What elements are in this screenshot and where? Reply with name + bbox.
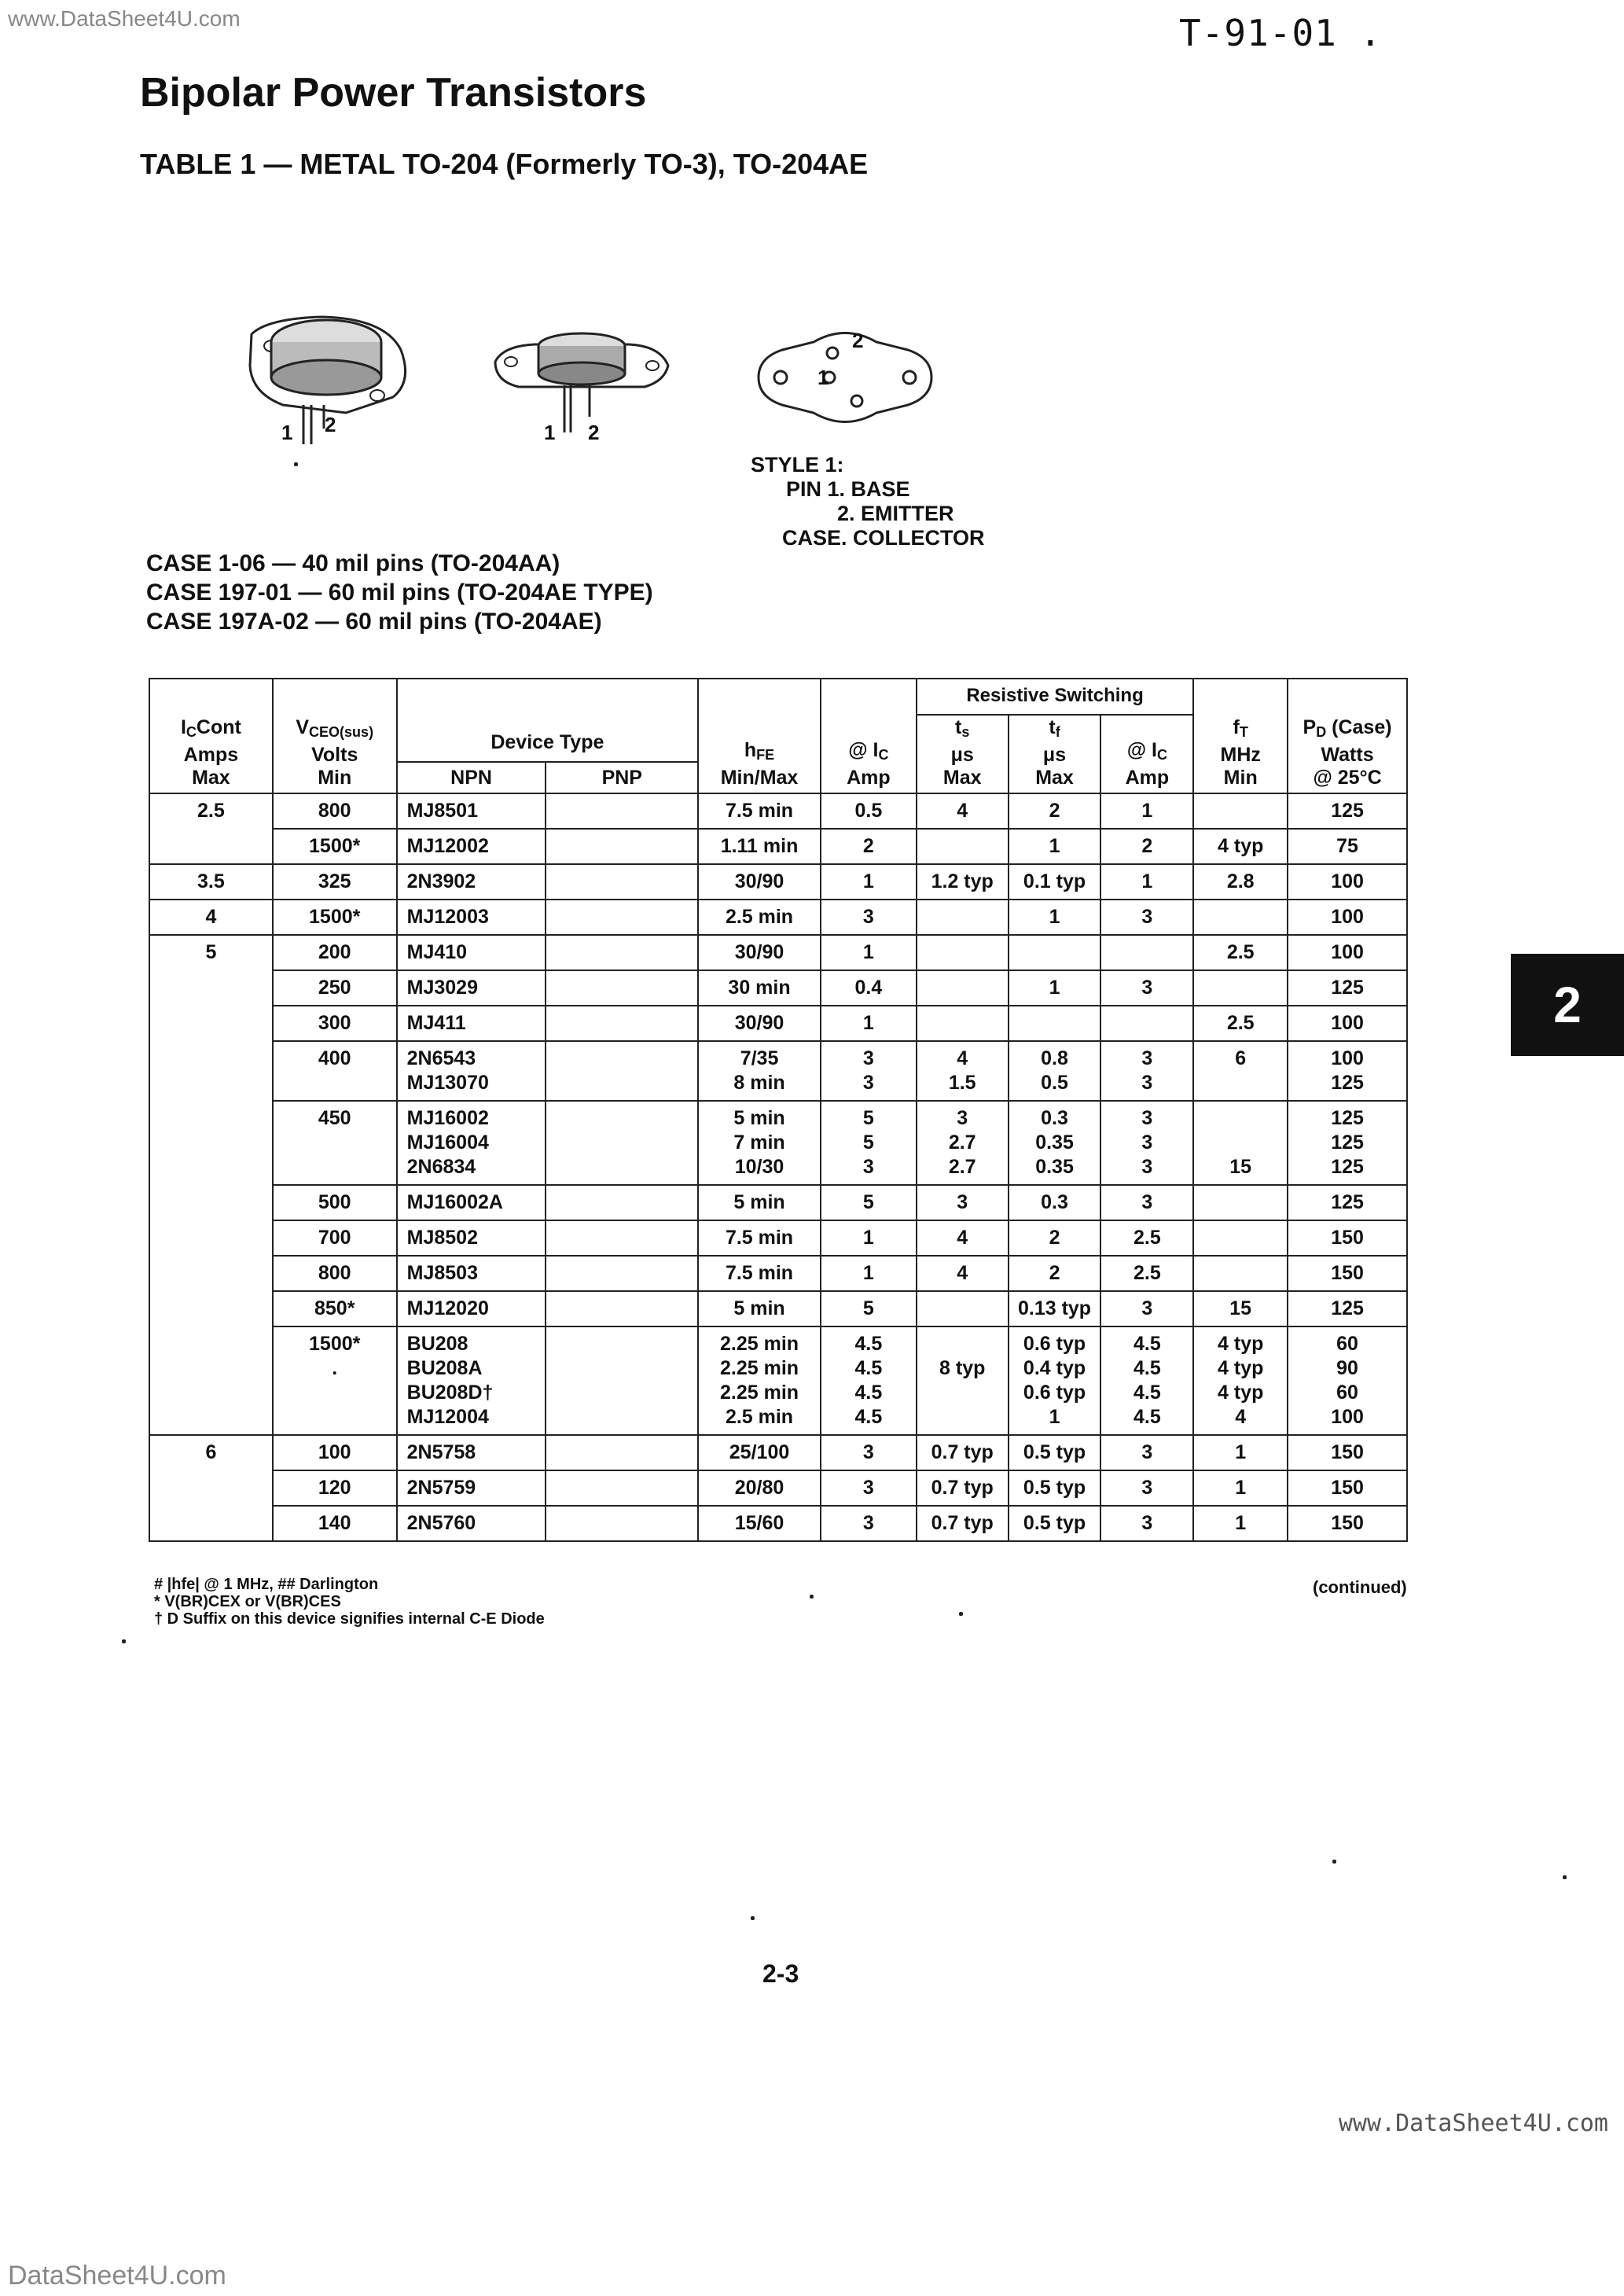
cell-aic: 5 [821,1291,917,1326]
style-pin1: PIN 1. BASE [786,477,910,501]
cell-pnp [546,1326,698,1435]
pinout-diagram [751,315,939,440]
continued-label: (continued) [1313,1577,1407,1597]
cell-tf: 0.5 typ [1009,1506,1101,1541]
header-resistive-switching: Resistive Switching [917,679,1194,715]
cell-ts: 0.7 typ [917,1506,1009,1541]
page-title: Bipolar Power Transistors [140,70,647,116]
cell-v: 120 [273,1470,397,1506]
table-row [149,1041,1407,1101]
table-row [149,1506,1407,1541]
cell-pd: 125 [1288,793,1407,829]
cell-npn: MJ12002 [397,829,546,864]
cell-ts [917,935,1009,970]
table-row [149,1326,1407,1435]
watermark-top: www.DataSheet4U.com [8,6,241,31]
cell-v: 1500* . [273,1326,397,1435]
cell-pd: 100 [1288,864,1407,900]
cell-pnp [546,1256,698,1291]
cell-aic: 3 [821,1435,917,1470]
cell-tf: 1 [1009,900,1101,935]
cell-aic2 [1100,1006,1193,1041]
cell-pd: 100 [1288,900,1407,935]
cell-npn: MJ3029 [397,970,546,1006]
cell-pd: 100 [1288,935,1407,970]
cell-pd: 125 [1288,1185,1407,1220]
cell-ft [1193,900,1288,935]
case-item: CASE 1-06 — 40 mil pins (TO-204AA) [146,550,560,576]
cell-tf: 0.5 typ [1009,1470,1101,1506]
cell-ic: 2.5 [149,793,273,864]
cell-pd: 150 [1288,1435,1407,1470]
header-pnp: PNP [546,762,698,793]
cell-ic: 5 [149,935,273,1435]
cell-v: 850* [273,1291,397,1326]
cell-ts: 3 [917,1185,1009,1220]
cell-hfe: 5 min 7 min 10/30 [698,1101,821,1185]
cell-pnp [546,1220,698,1256]
cell-pnp [546,1470,698,1506]
header-ft: $f_T$ MHz Min [1193,679,1288,793]
case-list [146,549,653,636]
cell-aic: 4.5 4.5 4.5 4.5 [821,1326,917,1435]
header-tf: $t_f$ μs Max [1009,715,1101,793]
pin-style-legend [751,453,985,550]
cell-pnp [546,935,698,970]
cell-ts [917,970,1009,1006]
cell-pnp [546,829,698,864]
cell-ts [917,829,1009,864]
cell-ft: 15 [1193,1101,1288,1185]
cell-ts: 0.7 typ [917,1470,1009,1506]
cell-aic2: 4.5 4.5 4.5 4.5 [1100,1326,1193,1435]
diagram-pin1-label: 1 [818,366,829,389]
footnote-item: † D Suffix on this device signifies internal C-E Diode [154,1610,545,1628]
cell-aic2: 1 [1100,864,1193,900]
cell-pd: 150 [1288,1470,1407,1506]
cell-hfe: 30/90 [698,935,821,970]
header-vceo: $V_{CEO(sus)}$ Volts Min [273,679,397,793]
cell-npn: MJ8503 [397,1256,546,1291]
style-pin2: 2. EMITTER [837,502,954,525]
cell-pnp [546,970,698,1006]
cell-tf: 0.6 typ 0.4 typ 0.6 typ 1 [1009,1326,1101,1435]
table-row [149,935,1407,970]
cell-ft: 4 typ [1193,829,1288,864]
package-to204ae-drawing [487,322,676,440]
table-row [149,970,1407,1006]
style-case: CASE. COLLECTOR [782,526,985,550]
footnote-item: # |hfe| @ 1 MHz, ## Darlington [154,1576,379,1593]
cell-ft: 2.5 [1193,1006,1288,1041]
scan-speck [122,1639,126,1643]
scan-speck [294,462,298,466]
table-title: TABLE 1 — METAL TO-204 (Formerly TO-3), TO-204AE [140,148,869,180]
cell-pnp [546,1185,698,1220]
cell-aic2: 3 [1100,1291,1193,1326]
cell-pd: 125 125 125 [1288,1101,1407,1185]
cell-hfe: 2.5 min [698,900,821,935]
cell-v: 400 [273,1041,397,1101]
cell-ts: 0.7 typ [917,1435,1009,1470]
page-number: 2-3 [762,1959,799,1988]
cell-v: 800 [273,1256,397,1291]
cell-tf [1009,935,1101,970]
cell-pd: 125 [1288,970,1407,1006]
header-npn: NPN [397,762,546,793]
cell-v: 500 [273,1185,397,1220]
cell-aic: 1 [821,1006,917,1041]
cell-ts [917,1291,1009,1326]
cell-aic: 3 [821,900,917,935]
cell-ts: 4 1.5 [917,1041,1009,1101]
watermark-bottom: DataSheet4U.com [8,2261,226,2290]
table-row [149,1006,1407,1041]
cell-npn: 2N3902 [397,864,546,900]
cell-aic: 5 [821,1185,917,1220]
cell-tf: 2 [1009,1256,1101,1291]
table-row [149,1256,1407,1291]
cell-ft [1193,1220,1288,1256]
cell-pnp [546,900,698,935]
cell-aic2: 3 [1100,1435,1193,1470]
cell-ft: 4 typ 4 typ 4 typ 4 [1193,1326,1288,1435]
cell-tf: 0.13 typ [1009,1291,1101,1326]
cell-v: 100 [273,1435,397,1470]
cell-pnp [546,793,698,829]
cell-tf: 0.5 typ [1009,1435,1101,1470]
cell-pd: 150 [1288,1506,1407,1541]
cell-tf: 2 [1009,793,1101,829]
cell-npn: MJ12020 [397,1291,546,1326]
cell-v: 700 [273,1220,397,1256]
cell-aic: 0.5 [821,793,917,829]
scan-speck [810,1595,814,1599]
cell-hfe: 20/80 [698,1470,821,1506]
table-row [149,864,1407,900]
cell-ts: 4 [917,1220,1009,1256]
cell-hfe: 7/35 8 min [698,1041,821,1101]
table-row [149,793,1407,829]
cell-aic: 1 [821,935,917,970]
cell-tf: 0.8 0.5 [1009,1041,1101,1101]
cell-aic2: 3 [1100,970,1193,1006]
cell-ft: 2.5 [1193,935,1288,970]
cell-aic2: 3 [1100,1470,1193,1506]
cell-pnp [546,1101,698,1185]
cell-aic2: 3 3 [1100,1041,1193,1101]
cell-v: 450 [273,1101,397,1185]
cell-hfe: 25/100 [698,1435,821,1470]
cell-tf: 1 [1009,970,1101,1006]
cell-pd: 150 [1288,1220,1407,1256]
pkg2-pin2-label: 2 [588,421,600,444]
cell-npn: MJ410 [397,935,546,970]
cell-pd: 125 [1288,1291,1407,1326]
watermark-right: www.DataSheet4U.com [1338,2110,1608,2137]
cell-hfe: 30/90 [698,1006,821,1041]
cell-aic2: 3 [1100,1506,1193,1541]
cell-ft: 1 [1193,1435,1288,1470]
cell-aic: 2 [821,829,917,864]
pkg1-pin2-label: 2 [325,413,336,436]
cell-hfe: 30 min [698,970,821,1006]
cell-aic: 1 [821,864,917,900]
cell-npn: MJ8501 [397,793,546,829]
cell-npn: 2N5758 [397,1435,546,1470]
cell-aic: 3 [821,1506,917,1541]
header-ts: $t_s$ μs Max [917,715,1009,793]
cell-npn: MJ16002 MJ16004 2N6834 [397,1101,546,1185]
table-row [149,829,1407,864]
cell-hfe: 7.5 min [698,1256,821,1291]
cell-npn: 2N5760 [397,1506,546,1541]
cell-ts: 4 [917,793,1009,829]
cell-tf: 0.3 [1009,1185,1101,1220]
cell-aic: 0.4 [821,970,917,1006]
cell-npn: 2N5759 [397,1470,546,1506]
cell-tf: 0.3 0.35 0.35 [1009,1101,1101,1185]
cell-ft [1193,1185,1288,1220]
cell-pd: 100 125 [1288,1041,1407,1101]
cell-hfe: 1.11 min [698,829,821,864]
cell-pnp [546,1291,698,1326]
table-row [149,1185,1407,1220]
pkg2-pin1-label: 1 [544,421,556,444]
cell-ts: 1.2 typ [917,864,1009,900]
section-tab-marker: 2 [1511,954,1624,1056]
header-ic: $I_CCont$ Amps Max [149,679,273,793]
cell-pnp [546,864,698,900]
cell-pnp [546,1041,698,1101]
cell-ft [1193,1256,1288,1291]
cell-hfe: 7.5 min [698,1220,821,1256]
cell-npn: MJ411 [397,1006,546,1041]
cell-ts [917,900,1009,935]
header-hfe: $h_{FE}$ Min/Max [698,679,821,793]
cell-npn: MJ12003 [397,900,546,935]
cell-ic: 3.5 [149,864,273,900]
case-item: CASE 197-01 — 60 mil pins (TO-204AE TYPE) [146,580,653,605]
cell-pd: 150 [1288,1256,1407,1291]
cell-aic2: 2.5 [1100,1220,1193,1256]
table-row [149,1220,1407,1256]
cell-aic2: 2 [1100,829,1193,864]
cell-tf [1009,1006,1101,1041]
cell-aic2: 2.5 [1100,1256,1193,1291]
cell-ft [1193,970,1288,1006]
cell-hfe: 15/60 [698,1506,821,1541]
scan-speck [1563,1875,1567,1879]
cell-ft: 6 [1193,1041,1288,1101]
scan-speck [751,1916,755,1920]
cell-aic2: 3 [1100,900,1193,935]
table-row [149,1291,1407,1326]
cell-pnp [546,1506,698,1541]
cell-v: 1500* [273,900,397,935]
cell-hfe: 5 min [698,1185,821,1220]
cell-npn: MJ8502 [397,1220,546,1256]
cell-ft: 1 [1193,1506,1288,1541]
header-at-ic: @ $I_C$ Amp [821,679,917,793]
cell-hfe: 5 min [698,1291,821,1326]
cell-pnp [546,1435,698,1470]
cell-v: 1500* [273,829,397,864]
cell-ts: 4 [917,1256,1009,1291]
cell-hfe: 2.25 min 2.25 min 2.25 min 2.5 min [698,1326,821,1435]
footnote-item: * V(BR)CEX or V(BR)CES [154,1593,341,1610]
cell-v: 250 [273,970,397,1006]
cell-aic: 1 [821,1256,917,1291]
cell-v: 200 [273,935,397,970]
cell-ts [917,1006,1009,1041]
cell-pnp [546,1006,698,1041]
cell-tf: 2 [1009,1220,1101,1256]
cell-ft: 1 [1193,1470,1288,1506]
table-row [149,1101,1407,1185]
table-row [149,1470,1407,1506]
cell-v: 800 [273,793,397,829]
cell-pd: 60 90 60 100 [1288,1326,1407,1435]
cell-pd: 100 [1288,1006,1407,1041]
cell-tf: 0.1 typ [1009,864,1101,900]
cell-tf: 1 [1009,829,1101,864]
header-device-type: Device Type [397,679,698,762]
cell-ft: 15 [1193,1291,1288,1326]
case-item: CASE 197A-02 — 60 mil pins (TO-204AE) [146,609,602,635]
style-heading: STYLE 1: [751,453,844,476]
cell-hfe: 30/90 [698,864,821,900]
cell-ts: 3 2.7 2.7 [917,1101,1009,1185]
cell-aic: 5 5 3 [821,1101,917,1185]
cell-aic: 3 [821,1470,917,1506]
cell-npn: 2N6543 MJ13070 [397,1041,546,1101]
cell-v: 140 [273,1506,397,1541]
transistor-spec-table [149,678,1408,1542]
scan-speck [1332,1860,1336,1864]
document-code: T-91-01 . [1179,12,1383,54]
diagram-pin2-label: 2 [852,329,864,352]
table-row [149,900,1407,935]
cell-aic: 3 3 [821,1041,917,1101]
cell-aic2: 3 [1100,1185,1193,1220]
scan-speck [959,1612,963,1616]
header-at-ic2: @ $I_C$ Amp [1100,715,1193,793]
table-row [149,1435,1407,1470]
cell-pd: 75 [1288,829,1407,864]
cell-ft [1193,793,1288,829]
cell-ts: 8 typ [917,1326,1009,1435]
cell-aic: 1 [821,1220,917,1256]
cell-npn: BU208 BU208A BU208D† MJ12004 [397,1326,546,1435]
cell-npn: MJ16002A [397,1185,546,1220]
cell-hfe: 7.5 min [698,793,821,829]
header-pd: $P_D$ (Case) Watts @ 25°C [1288,679,1407,793]
cell-v: 325 [273,864,397,900]
cell-ft: 2.8 [1193,864,1288,900]
cell-aic2: 1 [1100,793,1193,829]
pkg1-pin1-label: 1 [281,421,293,444]
cell-v: 300 [273,1006,397,1041]
cell-ic: 4 [149,900,273,935]
cell-aic2 [1100,935,1193,970]
cell-ic: 6 [149,1435,273,1541]
footnotes [154,1576,545,1628]
cell-aic2: 3 3 3 [1100,1101,1193,1185]
